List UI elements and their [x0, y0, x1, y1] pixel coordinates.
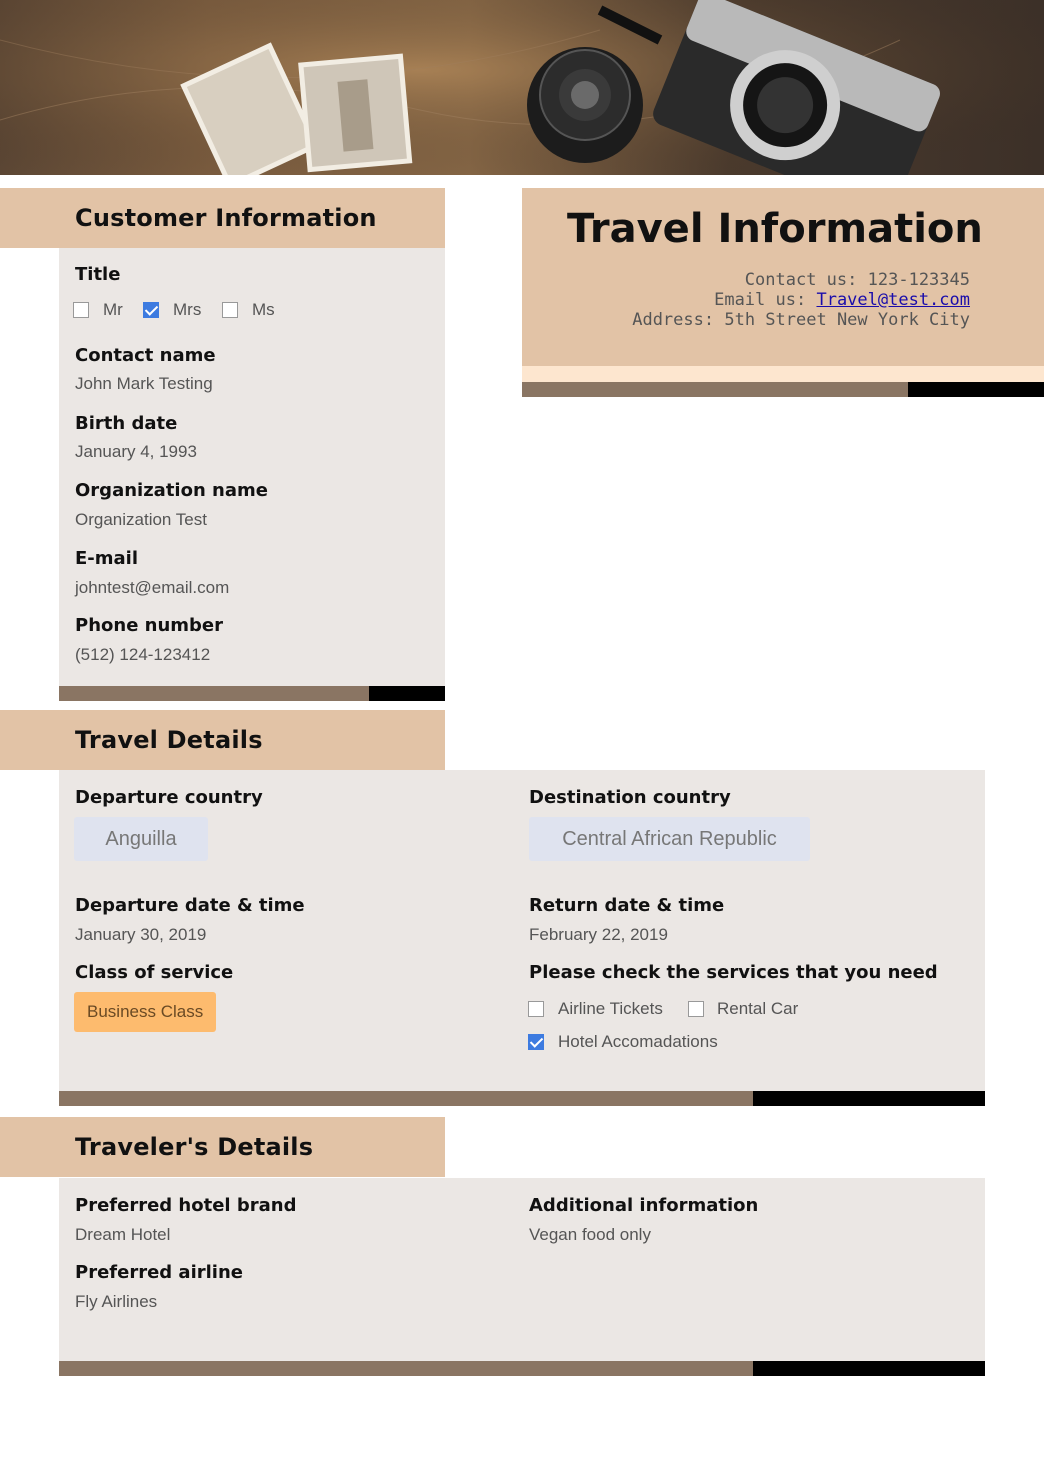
traveler-details-panel [59, 1178, 985, 1361]
travel-info-divider-black [908, 382, 1044, 397]
organization-value: Organization Test [75, 510, 207, 529]
phone-label: Phone number [75, 615, 224, 636]
contact-value: 123-123345 [867, 270, 970, 290]
hotel-accommodations-label: Hotel Accomadations [558, 1032, 718, 1051]
hotel-brand-label: Preferred hotel brand [75, 1195, 297, 1216]
travel-details-heading: Travel Details [75, 726, 263, 754]
address-line [632, 310, 970, 330]
contact-prefix: Contact us: [744, 270, 858, 290]
contact-name-label: Contact name [75, 345, 216, 366]
customer-info-heading: Customer Information [75, 204, 377, 232]
hotel-accommodations-checkbox[interactable] [528, 1034, 544, 1050]
traveler-details-heading: Traveler's Details [75, 1133, 314, 1161]
travel-details-panel [59, 770, 985, 1091]
organization-label: Organization name [75, 480, 268, 501]
address-prefix: Address: [632, 310, 715, 330]
preferred-airline-value: Fly Airlines [75, 1292, 158, 1311]
travel-details-divider-bar [59, 1091, 985, 1106]
return-date-label: Return date & time [529, 895, 725, 916]
title-mr-checkbox[interactable] [73, 302, 89, 318]
additional-info-value: Vegan food only [529, 1225, 651, 1244]
travel-info-accent-strip [522, 366, 1044, 382]
email-label: E-mail [75, 548, 139, 569]
address-value: 5th Street New York City [724, 310, 970, 330]
preferred-airline-label: Preferred airline [75, 1262, 243, 1283]
title-label: Title [75, 264, 121, 285]
additional-info-label: Additional information [529, 1195, 759, 1216]
customer-info-header [0, 188, 445, 248]
email-link[interactable]: Travel@test.com [816, 290, 970, 310]
title-ms-label: Ms [252, 300, 275, 319]
travel-information-title: Travel Information [567, 206, 983, 252]
return-date-value: February 22, 2019 [529, 925, 668, 944]
departure-country-field[interactable]: Anguilla [74, 817, 208, 861]
destination-country-field[interactable]: Central African Republic [529, 817, 810, 861]
services-label: Please check the services that you need [529, 962, 938, 983]
traveler-divider-black [753, 1361, 985, 1376]
customer-divider-bar [59, 686, 445, 701]
email-value: johntest@email.com [75, 578, 230, 597]
title-mrs-label: Mrs [173, 300, 202, 319]
class-of-service-label: Class of service [75, 962, 234, 983]
title-mr-label: Mr [103, 300, 123, 319]
airline-tickets-checkbox[interactable] [528, 1001, 544, 1017]
travel-information-box [522, 188, 1044, 366]
destination-country-label: Destination country [529, 787, 731, 808]
hotel-brand-value: Dream Hotel [75, 1225, 171, 1244]
rental-car-checkbox[interactable] [688, 1001, 704, 1017]
customer-divider-black [369, 686, 445, 701]
travel-info-divider-bar [522, 382, 1044, 397]
birth-date-label: Birth date [75, 413, 178, 434]
title-mrs-checkbox[interactable] [143, 302, 159, 318]
contact-line [745, 270, 970, 290]
contact-name-value: John Mark Testing [75, 374, 213, 393]
rental-car-label: Rental Car [717, 999, 799, 1018]
departure-country-label: Departure country [75, 787, 263, 808]
phone-value: (512) 124-123412 [75, 645, 211, 664]
class-of-service-button[interactable]: Business Class [74, 992, 216, 1032]
departure-date-value: January 30, 2019 [75, 925, 207, 944]
travel-details-header [0, 710, 445, 770]
email-line [714, 290, 970, 310]
travel-details-divider-black [753, 1091, 985, 1106]
header-banner-image [0, 0, 1044, 175]
title-ms-checkbox[interactable] [222, 302, 238, 318]
departure-date-label: Departure date & time [75, 895, 305, 916]
traveler-details-header [0, 1117, 445, 1177]
banner-illustration [0, 0, 1044, 175]
customer-info-panel [59, 248, 445, 686]
traveler-divider-bar [59, 1361, 985, 1376]
airline-tickets-label: Airline Tickets [558, 999, 663, 1018]
email-prefix: Email us: [714, 290, 807, 310]
birth-date-value: January 4, 1993 [75, 442, 197, 461]
